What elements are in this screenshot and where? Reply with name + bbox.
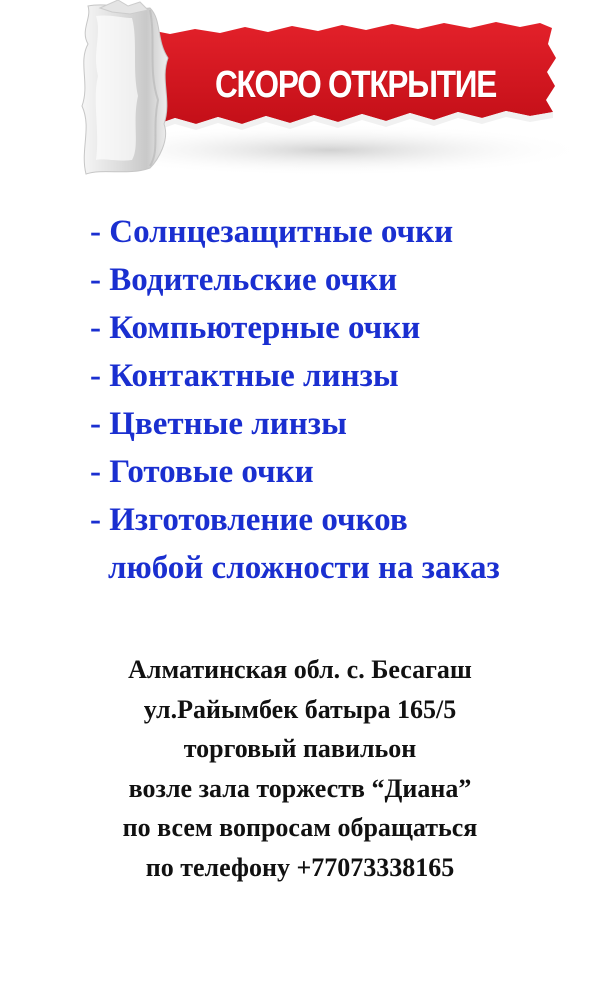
address-region: Алматинская обл. с. Бесагаш	[128, 655, 472, 684]
address-street: ул.Райымбек батыра 165/5	[143, 694, 457, 724]
list-item: - Контактные линзы	[90, 358, 399, 394]
address-block	[0, 650, 600, 887]
list-item: - Компьютерные очки	[90, 310, 421, 346]
list-item: - Солнцезащитные очки	[90, 214, 454, 250]
coming-soon-label: СКОРО ОТКРЫТИЕ	[215, 64, 496, 106]
list-item: - Готовые очки	[90, 454, 314, 490]
paper-curl-highlight	[96, 15, 138, 160]
list-item: - Изготовление очков	[90, 502, 408, 538]
phone-number: по телефону +77073338165	[145, 852, 455, 882]
product-list	[90, 208, 590, 592]
torn-paper-banner	[0, 0, 600, 200]
address-landmark: возле зала торжеств “Диана”	[128, 773, 472, 803]
contact-note: по всем вопросам обращаться	[122, 813, 478, 842]
address-pavilion: торговый павильон	[183, 734, 417, 763]
list-item: - Цветные линзы	[90, 406, 347, 442]
list-item: - Водительские очки	[90, 262, 398, 298]
list-item-continuation: любой сложности на заказ	[108, 550, 500, 586]
